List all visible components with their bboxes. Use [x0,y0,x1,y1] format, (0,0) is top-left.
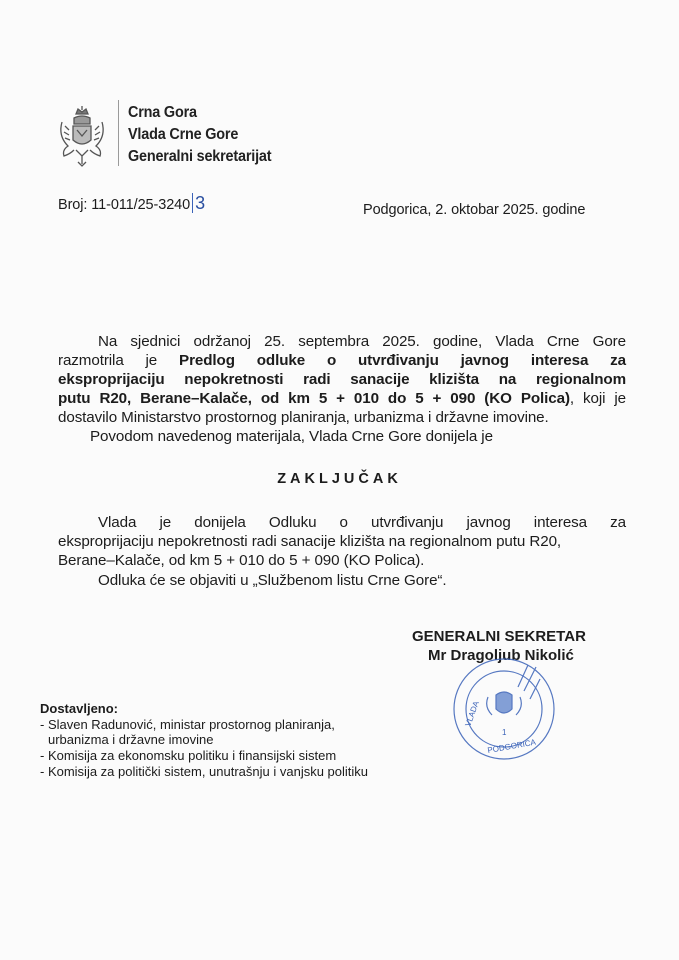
place-date: Podgorica, 2. oktobar 2025. godine [363,202,586,218]
svg-text:1: 1 [502,728,507,737]
conclusion-line-3: Berane–Kalače, od km 5 + 010 do 5 + 090 (KO Polica). [58,552,425,569]
continuation-text: , koji je [569,390,626,407]
paragraph-1-line-4 [58,389,626,408]
distribution-heading: Dostavljeno: [40,701,119,716]
distribution-item: - Slaven Radunović, ministar prostornog planiranja, [40,717,335,732]
intro-text: razmotrila je [58,352,158,369]
signature-name: Mr Dragoljub Nikolić [428,647,574,664]
paragraph-2: Povodom navedenog materijala, Vlada Crne Gore donijela je [90,428,493,445]
distribution-item: - Komisija za politički sistem, unutrašnju i vanjsku politiku [40,764,369,779]
header-government: Vlada Crne Gore [128,126,239,143]
proposal-title-part-2: eksproprijaciju nepokretnosti radi sanacije klizišta na regionalnom [58,371,626,388]
handwritten-mark [192,193,193,213]
coat-of-arms-icon [56,104,108,168]
official-stamp-icon [452,657,556,761]
header-country: Crna Gora [128,104,197,121]
distribution-item: urbanizma i državne imovine [48,732,214,747]
signature-role: GENERALNI SEKRETAR [412,628,586,645]
svg-text:PODGORICA: PODGORICA [486,737,537,755]
paragraph-1-line-3 [58,370,626,389]
proposal-title-part-3: putu R20, Berane–Kalače, od km 5 + 010 do 5 + 090 (KO Polica) [58,390,570,407]
conclusion-title: ZAKLJUČAK [277,471,402,487]
proposal-title-part-1: Predlog odluke o utvrđivanju javnog interesa za [179,352,627,369]
conclusion-line-1: Vlada je donijela Odluku o utvrđivanju javnog interesa za [98,514,626,531]
conclusion-line-4: Odluka će se objaviti u „Službenom listu Crne Gore“. [98,572,447,589]
handwritten-digit: 3 [195,193,206,213]
paragraph-1-line-1: Na sjednici održanoj 25. septembra 2025. godine, Vlada Crne Gore [98,333,626,350]
header-divider [118,100,119,166]
conclusion-line-2: eksproprijaciju nepokretnosti radi sanacije klizišta na regionalnom putu R20, [58,533,562,550]
document-number [58,193,205,215]
paragraph-1-line-2 [58,351,626,370]
svg-text:VLADA: VLADA [463,699,481,728]
header-secretariat: Generalni sekretarijat [128,148,272,165]
document-number-text: Broj: 11-011/25-3240 [58,197,191,213]
paragraph-1-line-5: dostavilo Ministarstvo prostornog planiranja, urbanizma i državne imovine. [58,409,549,426]
distribution-item: - Komisija za ekonomsku politiku i finansijski sistem [40,748,337,763]
